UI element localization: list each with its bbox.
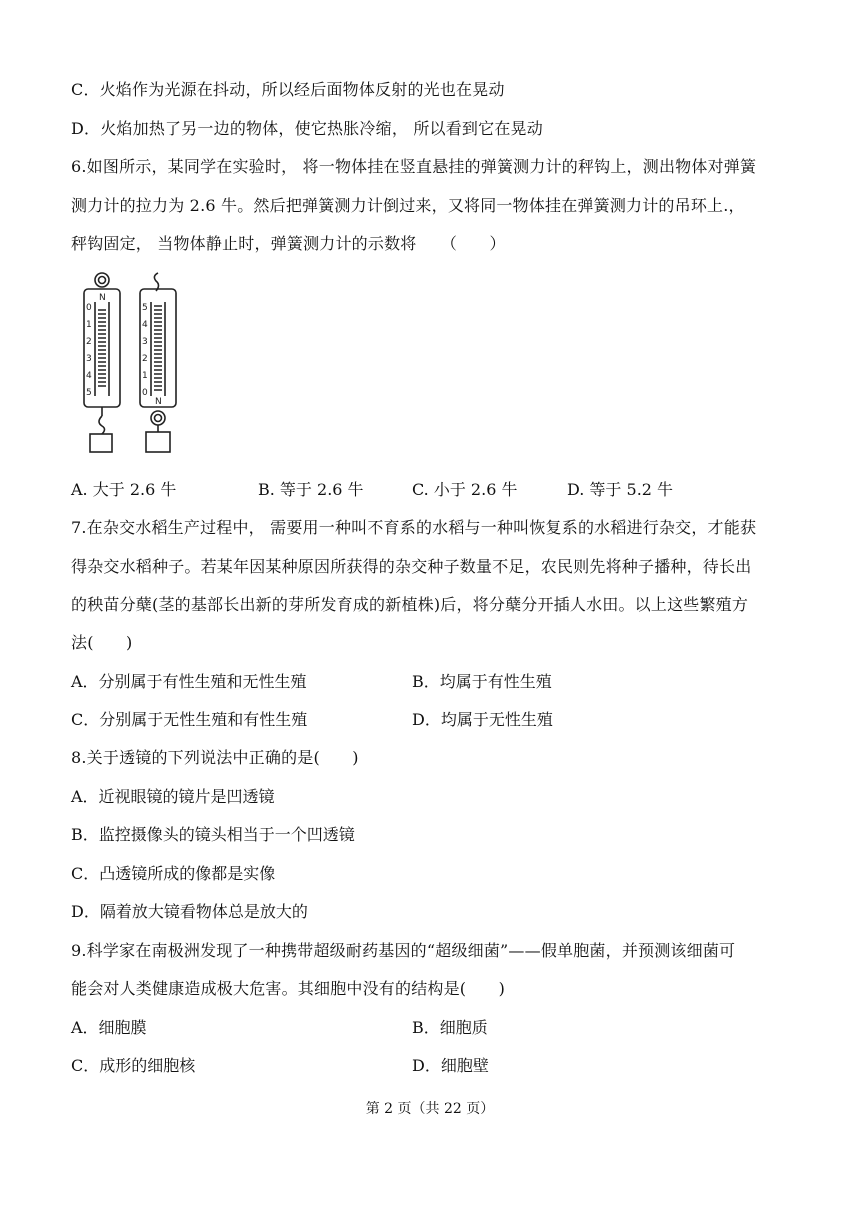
- left-scale-tick-3: 3: [86, 354, 92, 364]
- q6-stem-line-2: 测力计的拉力为 2.6 牛。然后把弹簧测力计倒过来，又将同一物体挂在弹簧测力计的吊环上.，: [71, 196, 745, 215]
- q9-stem-line-1: 9.科学家在南极洲发现了一种携带超级耐药基因的“超级细菌”——假单胞菌，并预测该细菌可: [71, 941, 736, 960]
- q9-option-c: C．成形的细胞核: [71, 1056, 196, 1075]
- q7-stem-line-3: 的秧苗分蘖(茎的基部长出新的芽所发育成的新植株)后，将分蘖分开插人水田。以上这些繁殖方: [71, 595, 749, 614]
- q6-stem-line-3: 秤钩固定， 当物体静止时，弹簧测力计的示数将 （ ）: [71, 234, 506, 253]
- q5-option-c: C．火焰作为光源在抖动，所以经后面物体反射的光也在晃动: [71, 80, 505, 99]
- q7-option-b: B．均属于有性生殖: [412, 672, 552, 691]
- left-scale-tick-1: 1: [86, 320, 92, 330]
- q7-option-c: C．分别属于无性生殖和有性生殖: [71, 710, 308, 729]
- spring-scale-figure: [76, 270, 196, 460]
- q7-stem-line-2: 得杂交水稻种子。若某年因某种原因所获得的杂交种子数量不足，农民则先将种子播种，待长出: [71, 557, 752, 576]
- left-scale-tick-4: 4: [86, 371, 92, 381]
- right-scale-unit: N: [155, 397, 162, 407]
- left-scale-tick-2: 2: [86, 337, 92, 347]
- q7-option-d: D．均属于无性生殖: [412, 710, 553, 729]
- page-footer: 第 2 页（共 22 页）: [365, 1101, 495, 1117]
- q8-option-b: B．监控摄像头的镜头相当于一个凹透镜: [71, 825, 355, 844]
- right-scale-tick-0: 0: [142, 388, 148, 398]
- left-scale-unit: N: [99, 293, 106, 303]
- q7-stem-line-4: 法( ): [71, 633, 133, 652]
- q8-option-a: A．近视眼镜的镜片是凹透镜: [71, 787, 275, 806]
- q8-option-d: D．隔着放大镜看物体总是放大的: [71, 902, 308, 921]
- q6-stem-line-1: 6.如图所示，某同学在实验时， 将一物体挂在竖直悬挂的弹簧测力计的秤钩上，测出物体对弹簧: [71, 157, 757, 176]
- left-scale-tick-0: 0: [86, 303, 92, 313]
- q9-option-d: D．细胞壁: [412, 1056, 489, 1075]
- right-scale-tick-5: 5: [142, 303, 148, 313]
- spring-scale-illustration: [76, 270, 196, 460]
- q7-stem-line-1: 7.在杂交水稻生产过程中， 需要用一种叫不育系的水稻与一种叫恢复系的水稻进行杂交，才能获: [71, 518, 757, 537]
- q6-option-a: A. 大于 2.6 牛: [71, 480, 177, 499]
- right-scale-tick-4: 4: [142, 320, 148, 330]
- q6-option-d: D. 等于 5.2 牛: [567, 480, 674, 499]
- q6-option-c: C. 小于 2.6 牛: [412, 480, 518, 499]
- left-scale-tick-5: 5: [86, 388, 92, 398]
- q5-option-d: D．火焰加热了另一边的物体，使它热胀冷缩， 所以看到它在晃动: [71, 119, 543, 138]
- q6-option-b: B. 等于 2.6 牛: [258, 480, 364, 499]
- right-scale-tick-3: 3: [142, 337, 148, 347]
- q7-option-a: A．分别属于有性生殖和无性生殖: [71, 672, 307, 691]
- right-scale-tick-1: 1: [142, 371, 148, 381]
- q9-stem-line-2: 能会对人类健康造成极大危害。其细胞中没有的结构是( ): [71, 979, 506, 998]
- right-scale-tick-2: 2: [142, 354, 148, 364]
- q9-option-a: A．细胞膜: [71, 1018, 147, 1037]
- q8-stem: 8.关于透镜的下列说法中正确的是( ): [71, 748, 359, 767]
- q8-option-c: C．凸透镜所成的像都是实像: [71, 864, 276, 883]
- q9-option-b: B．细胞质: [412, 1018, 488, 1037]
